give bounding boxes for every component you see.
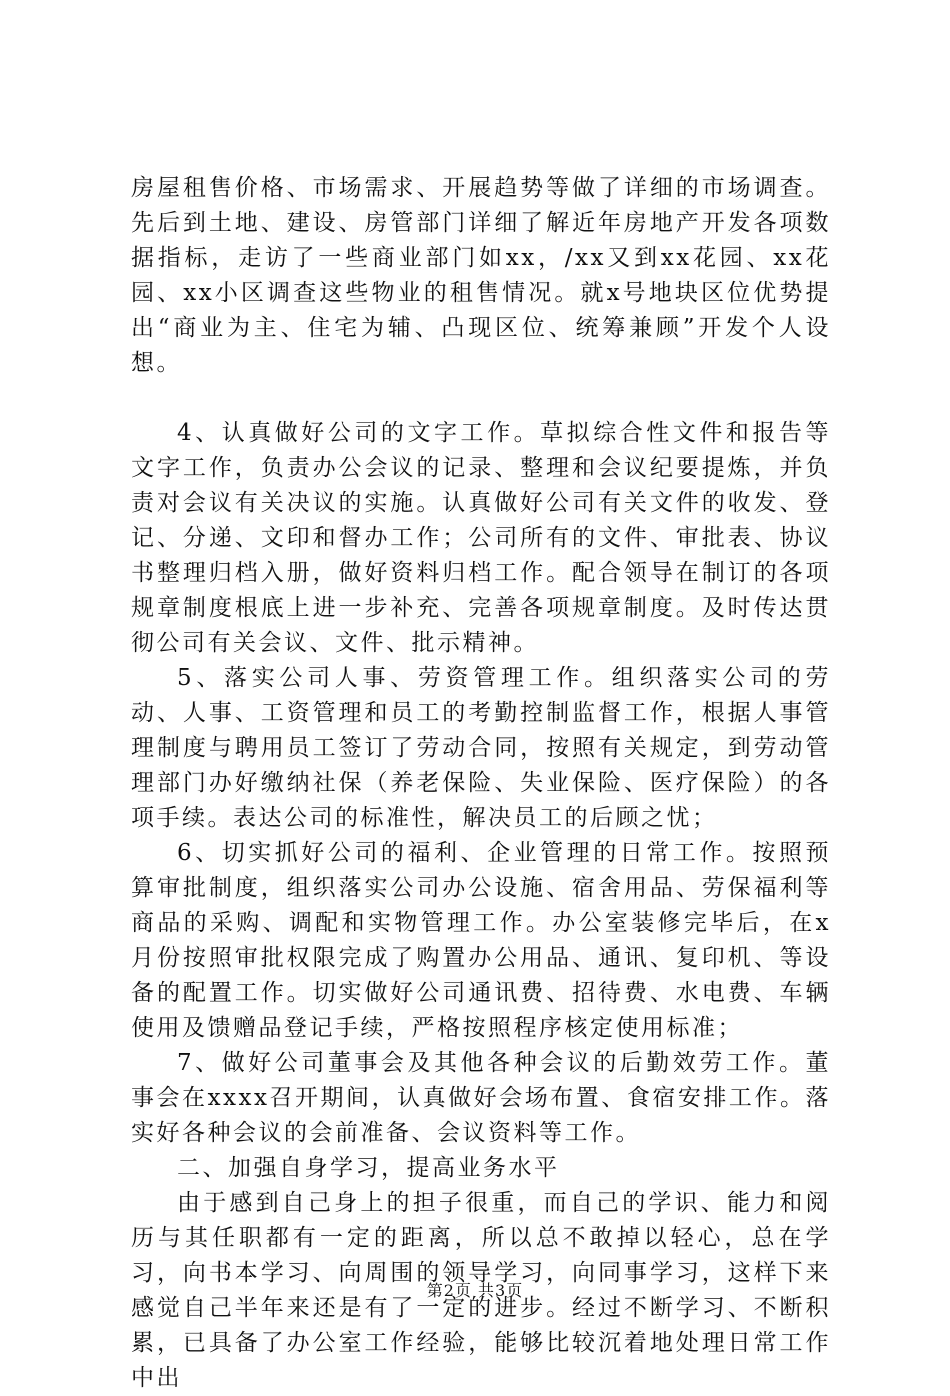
document-body <box>131 171 831 1396</box>
paragraph-item-7: 7、做好公司董事会及其他各种会议的后勤效劳工作。董事会在xxxx召开期间，认真做好会场布置、食宿安排工作。落实好各种会议的会前准备、会议资料等工作。 <box>131 1050 831 1146</box>
paragraph-gap <box>131 381 831 416</box>
paragraph-item-4: 4、认真做好公司的文字工作。草拟综合性文件和报告等文字工作，负责办公会议的记录、整理和会议纪要提炼，并负责对会议有关决议的实施。认真做好公司有关文件的收发、登记、分递、文印和督办工作；公司所有的文件、审批表、协议书整理归档入册，做好资料归档工作。配合领导在制订的各项规章制度根底上进一步补充、完善各项规章制度。及时传达贯彻公司有关会议、文件、批示精神。 <box>131 420 831 656</box>
paragraph-item-5: 5、落实公司人事、劳资管理工作。组织落实公司的劳动、人事、工资管理和员工的考勤控制监督工作，根据人事管理制度与聘用员工签订了劳动合同，按照有关规定，到劳动管理部门办好缴纳社保（养老保险、失业保险、医疗保险）的各项手续。表达公司的标准性，解决员工的后顾之忧； <box>131 665 831 831</box>
section-heading-2: 二、加强自身学习，提高业务水平 <box>177 1155 560 1181</box>
paragraph-intro: 房屋租售价格、市场需求、开展趋势等做了详细的市场调查。先后到土地、建设、房管部门详细了解近年房地产开发各项数据指标，走访了一些商业部门如xx，/xx又到xx花园、xx花园、xx小区调查这些物业的租售情况。就x号地块区位优势提出“商业为主、住宅为辅、凸现区位、统筹兼顾”开发个人设想。 <box>131 175 831 376</box>
paragraph-item-6: 6、切实抓好公司的福利、企业管理的日常工作。按照预算审批制度，组织落实公司办公设施、宿舍用品、劳保福利等商品的采购、调配和实物管理工作。办公室装修完毕后，在x月份按照审批权限完成了购置办公用品、通讯、复印机、等设备的配置工作。切实做好公司通讯费、招待费、水电费、车辆使用及馈赠品登记手续，严格按照程序核定使用标准； <box>131 840 831 1041</box>
paragraph-study: 由于感到自己身上的担子很重，而自己的学识、能力和阅历与其任职都有一定的距离，所以总不敢掉以轻心，总在学习，向书本学习、向周围的领导学习，向同事学习，这样下来感觉自己半年来还是有了一定的进步。经过不断学习、不断积累，已具备了办公室工作经验，能够比较沉着地处理日常工作中出 <box>131 1190 831 1391</box>
page-footer: 第2页 共3页 <box>426 1281 524 1300</box>
